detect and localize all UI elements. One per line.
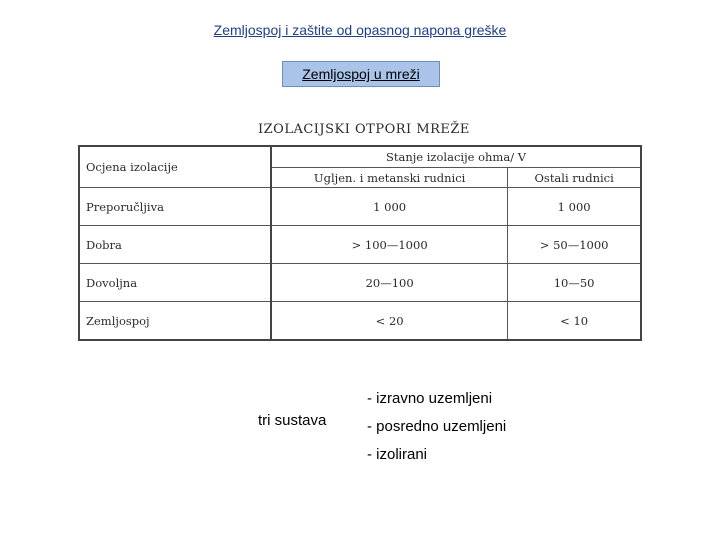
row-label: Dovoljna <box>79 264 271 302</box>
systems-label: tri sustava <box>258 412 327 429</box>
cell-coal: > 100—1000 <box>271 226 508 264</box>
cell-other: < 10 <box>508 302 641 341</box>
scanned-table-image <box>76 118 644 344</box>
table-row <box>79 302 641 341</box>
list-item: - izravno uzemljeni <box>367 390 493 407</box>
list-item: - izolirani <box>367 446 428 463</box>
systems-list <box>367 385 506 469</box>
header-coal-mines: Ugljen. i metanski rudnici <box>271 168 508 188</box>
table-row <box>79 226 641 264</box>
table-row <box>79 188 641 226</box>
cell-other: 10—50 <box>508 264 641 302</box>
list-item: - posredno uzemljeni <box>367 418 507 435</box>
row-label: Zemljospoj <box>79 302 271 341</box>
row-label: Preporučljiva <box>79 188 271 226</box>
cell-coal: 1 000 <box>271 188 508 226</box>
header-other-mines: Ostali rudnici <box>508 168 641 188</box>
header-group: Stanje izolacije ohma/ V <box>271 146 641 168</box>
cell-other: > 50—1000 <box>508 226 641 264</box>
row-label: Dobra <box>79 226 271 264</box>
table-row <box>79 264 641 302</box>
insulation-resistance-table <box>78 145 642 341</box>
cell-other: 1 000 <box>508 188 641 226</box>
slide-subtitle: Zemljospoj u mreži <box>282 61 440 87</box>
slide-title: Zemljospoj i zaštite od opasnog napona greške <box>213 22 507 38</box>
header-rating: Ocjena izolacije <box>79 146 271 188</box>
cell-coal: 20—100 <box>271 264 508 302</box>
table-title: IZOLACIJSKI OTPORI MREŽE <box>258 122 470 137</box>
cell-coal: < 20 <box>271 302 508 341</box>
